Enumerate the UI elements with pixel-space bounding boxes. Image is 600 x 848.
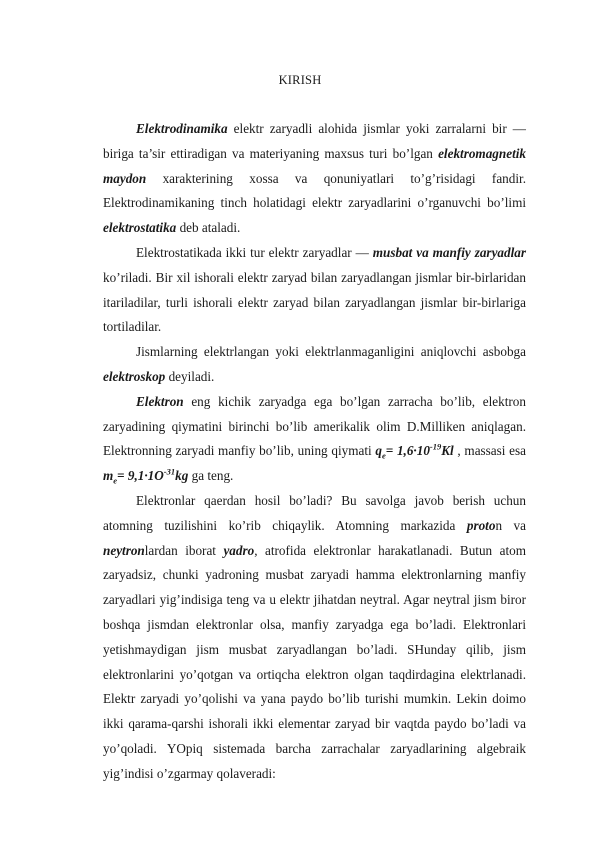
page-title: KIRISH <box>278 73 322 87</box>
mass-subscript: e <box>113 475 118 486</box>
document-body <box>103 117 526 787</box>
term-electrodynamics: Elektrodinamika <box>136 121 228 136</box>
mass-unit: kg <box>175 468 189 484</box>
paragraph-text: deb ataladi. <box>176 220 241 236</box>
term-electrostatics: elektrostatika <box>103 220 177 236</box>
paragraph-text: Jismlarning elektrlangan yoki elektrlanmaganligini aniqlovchi asbobga <box>136 344 526 360</box>
mass-exponent: -31 <box>163 466 176 477</box>
charge-subscript: e <box>381 451 386 461</box>
term-electroscope: elektroskop <box>103 368 166 384</box>
paragraph-text: , atrofida elektronlar harakatlanadi. Butun atom zaryadsiz, chunki yadroning musbat zaryadi hamma elektronlarning manfiy zaryadlari yig’indisiga teng va u elektr jihatdan neytral. Agar neytral jism biror boshqa jismdan elektronlar olsa, manfiy zaryadga ega bo’ladi. Elektronlari yetishmaydigan jism musbat zaryadlangan bo’ladi. SHunday qilib, jism elektronlarini yo’qotgan va ortiqcha elektron olgan taqdirdagina elektrlanadi. Elektr zaryadi yo’qolishi va yana paydo bo’lib turishi mumkin. Lekin doimo ikki qarama-qarshi ishorali ikki elementar zaryad bir vaqtda paydo bo’ladi va yo’qoladi. YOpiq sistemada barcha zarrachalar zaryadlarining algebraik yig’indisi o’zgarmay qolaveradi: <box>103 542 526 781</box>
paragraph-electrodynamics <box>103 117 526 241</box>
term-nucleus: yadro <box>223 542 255 558</box>
term-neutron: neytron <box>103 542 145 558</box>
paragraph-electroscope <box>103 340 526 390</box>
paragraph-text: ko’riladi. Bir xil ishorali elektr zaryad bilan zaryadlangan jismlar bir-birlaridan itariladilar, turli ishorali elektr zaryad bilan zaryadlangan jismlar bir-birlariga tortiladilar. <box>103 269 526 335</box>
mass-symbol: m <box>103 468 114 484</box>
term-proton: proto <box>466 517 496 533</box>
paragraph-text: n va <box>495 517 526 533</box>
paragraph-text: eng kichik zaryadga ega bo’lgan zarracha bo’lib, elektron zaryadining qiymatini birinchi bo’lib amerikalik olim D.Milliken aniqlagan. Elektronning zaryadi manfiy bo’lib, uning qiymati <box>103 393 526 459</box>
electron-charge-formula <box>375 441 454 461</box>
paragraph-text: deyiladi. <box>165 368 215 384</box>
paragraph-text: , massasi esa <box>453 443 526 459</box>
paragraph-text: xarakterining xossa va qonuniyatlari to’g’risidagi fandir. Elektrodinamikaning tinch holatidagi elektr zaryadlarini o’rganuvchi bo’limi <box>103 170 526 211</box>
term-electromagnetic-field: elektromagnetik maydon <box>103 145 526 186</box>
paragraph-electron <box>103 390 526 489</box>
paragraph-text: Elektronlar qaerdan hosil bo’ladi? Bu savolga javob berish uchun atomning tuzilishini ko’rib chiqaylik. Atomning markazida <box>103 492 526 533</box>
paragraph-charge-types <box>103 241 526 340</box>
term-electron: Elektron <box>136 393 184 409</box>
term-positive-negative-charges: musbat va manfiy zaryadlar <box>372 244 526 260</box>
paragraph-text: lardan iborat <box>144 542 224 558</box>
paragraph-text: ga teng. <box>188 468 234 484</box>
charge-symbol: q <box>375 443 382 459</box>
electron-mass-formula <box>103 466 189 486</box>
paragraph-text: elektr zaryadli alohida jismlar yoki zarralarni bir — biriga ta’sir ettiradigan va materiyaning maxsus turi bo’lgan <box>103 121 526 161</box>
paragraph-text: Elektrostatikada ikki tur elektr zaryadlar — <box>136 244 373 260</box>
mass-value: = 9,1·1O <box>117 468 164 484</box>
charge-exponent: -19 <box>429 441 442 452</box>
charge-value: = 1,6·10 <box>385 443 430 459</box>
charge-unit: Kl <box>441 443 454 459</box>
paragraph-atom-structure <box>103 489 526 787</box>
